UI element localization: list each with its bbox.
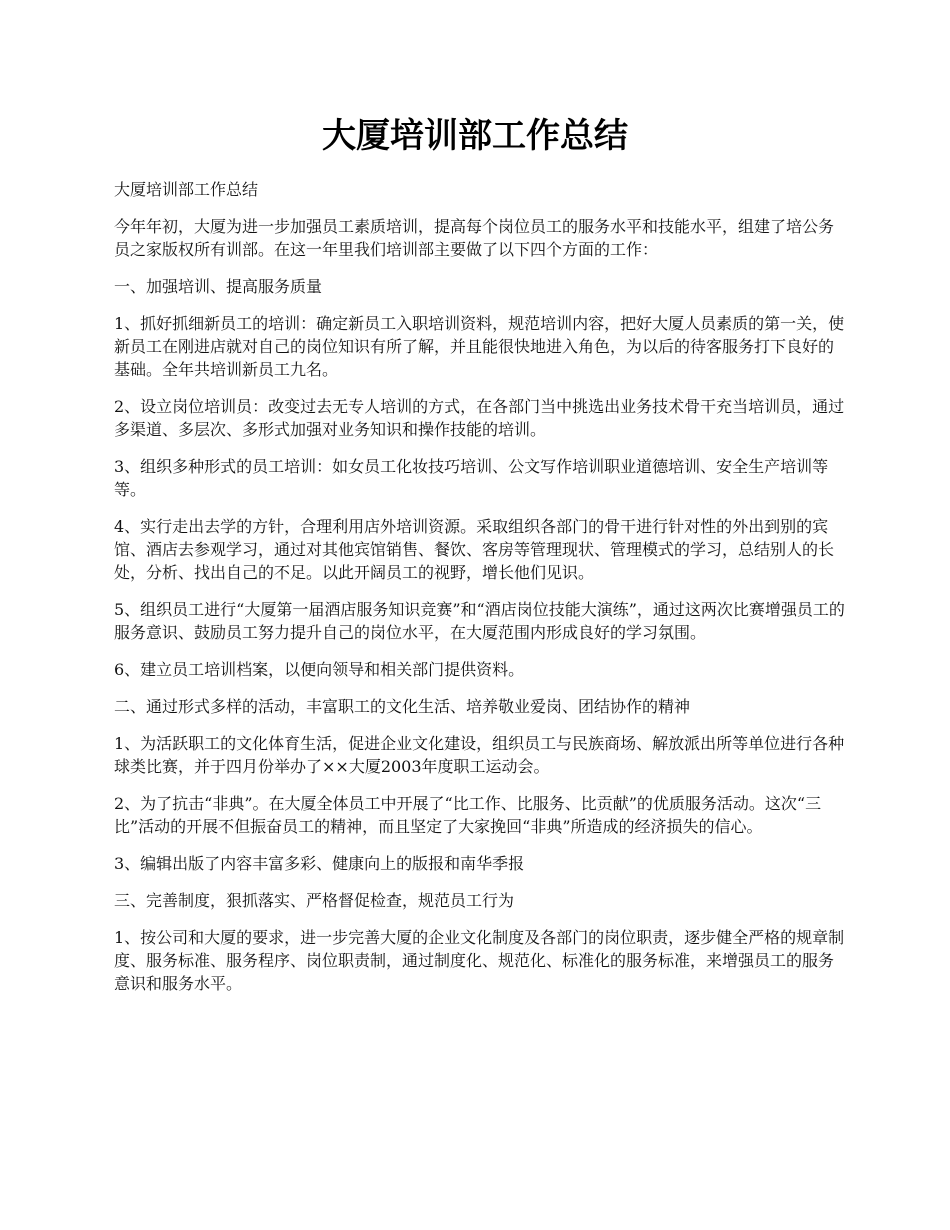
section-2-item-2: 2、为了抗击“非典”。在大厦全体员工中开展了“比工作、比服务、比贡献”的优质服务活动。这次“三比”活动的开展不但振奋员工的精神，而且坚定了大家挽回“非典”所造成的经济损失的信心。	[114, 794, 822, 836]
section-1-item-1: 1、抓好抓细新员工的培训：确定新员工入职培训资料，规范培训内容，把好大厦人员素质的第一关，使新员工在刚进店就对自己的岗位知识有所了解，并且能很快地进入角色，为以后的待客服务打下良好的基础。全年共培训新员工九名。	[114, 314, 845, 379]
section-2-item-3: 3、编辑出版了内容丰富多彩、健康向上的版报和南华季报	[114, 854, 525, 873]
section-heading-3: 三、完善制度，狠抓落实、严格督促检查，规范员工行为	[114, 891, 515, 910]
section-1-item-3: 3、组织多种形式的员工培训：如女员工化妆技巧培训、公文写作培训职业道德培训、安全生产培训等等。	[114, 457, 829, 499]
document-body	[114, 178, 849, 1009]
section-3-item-1: 1、按公司和大厦的要求，进一步完善大厦的企业文化制度及各部门的岗位职责，逐步健全严格的规章制度、服务标准、服务程序、岗位职责制，通过制度化、规范化、标准化的服务标准，来增强员工的服务意识和服务水平。	[114, 928, 845, 993]
section-1-item-6: 6、建立员工培训档案，以便向领导和相关部门提供资料。	[114, 660, 525, 679]
section-heading-1: 一、加强培训、提高服务质量	[114, 277, 323, 296]
section-1-item-5: 5、组织员工进行“大厦第一届酒店服务知识竞赛”和“酒店岗位技能大演练”，通过这两次比赛增强员工的服务意识、鼓励员工努力提升自己的岗位水平，在大厦范围内形成良好的学习氛围。	[114, 600, 845, 642]
section-2-item-1: 1、为活跃职工的文化体育生活，促进企业文化建设，组织员工与民族商场、解放派出所等单位进行各种球类比赛，并于四月份举办了××大厦2003年度职工运动会。	[114, 734, 845, 776]
intro-paragraph: 今年年初，大厦为进一步加强员工素质培训，提高每个岗位员工的服务水平和技能水平，组建了培公务员之家版权所有训部。在这一年里我们培训部主要做了以下四个方面的工作：	[114, 217, 835, 259]
section-heading-2: 二、通过形式多样的活动，丰富职工的文化生活、培养敬业爱岗、团结协作的精神	[114, 697, 691, 716]
document-subtitle: 大厦培训部工作总结	[114, 180, 259, 199]
section-1-item-4: 4、实行走出去学的方针，合理利用店外培训资源。采取组织各部门的骨干进行针对性的外出到别的宾馆、酒店去参观学习，通过对其他宾馆销售、餐饮、客房等管理现状、管理模式的学习，总结别人的长处，分析、找出自己的不足。以此开阔员工的视野，增长他们见识。	[114, 517, 835, 582]
document-title: 大厦培训部工作总结	[322, 116, 628, 156]
section-1-item-2: 2、设立岗位培训员：改变过去无专人培训的方式，在各部门当中挑选出业务技术骨干充当培训员，通过多渠道、多层次、多形式加强对业务知识和操作技能的培训。	[114, 397, 845, 439]
